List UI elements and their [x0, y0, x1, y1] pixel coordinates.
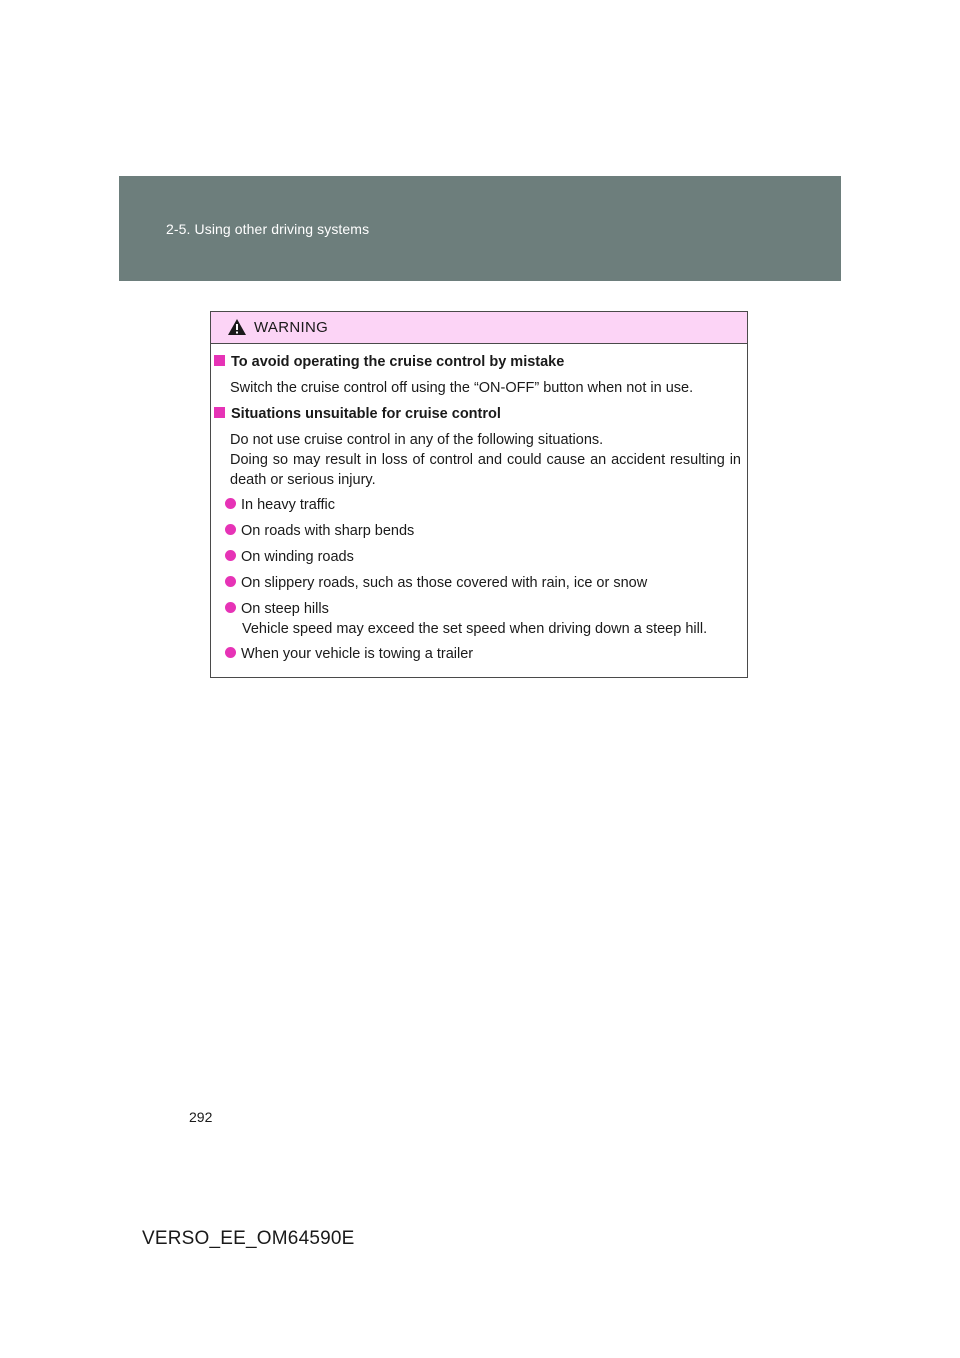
round-bullet-icon — [225, 550, 236, 561]
round-bullet-icon — [225, 498, 236, 509]
round-bullet-icon — [225, 647, 236, 658]
round-bullet-icon — [225, 524, 236, 535]
warning-header — [211, 312, 747, 344]
warning-item-text: Switch the cruise control off using the “ON-OFF” button when not in use. — [230, 380, 694, 396]
list-item: On winding roads — [225, 547, 741, 567]
list-item: On slippery roads, such as those covered with rain, ice or snow — [225, 573, 741, 593]
list-item: When your vehicle is towing a trailer — [225, 644, 741, 664]
document-code: VERSO_EE_OM64590E — [142, 1228, 355, 1249]
warning-body — [211, 344, 747, 677]
list-item-note: Vehicle speed may exceed the set speed when driving down a steep hill. — [242, 621, 708, 637]
warning-item-heading: To avoid operating the cruise control by mistake — [214, 352, 564, 372]
warning-triangle-icon — [227, 318, 247, 336]
list-item: In heavy traffic — [225, 495, 741, 515]
chapter-header-band — [119, 176, 841, 281]
round-bullet-icon — [225, 576, 236, 587]
page-number: 292 — [189, 1109, 213, 1125]
warning-box — [210, 311, 748, 678]
warning-item-heading: Situations unsuitable for cruise control — [214, 404, 501, 424]
section-title: 2-5. Using other driving systems — [166, 221, 370, 237]
list-item: On steep hills — [225, 599, 741, 619]
warning-item-text: Do not use cruise control in any of the following situations. — [230, 432, 604, 448]
round-bullet-icon — [225, 602, 236, 613]
square-bullet-icon — [214, 355, 225, 366]
square-bullet-icon — [214, 407, 225, 418]
list-item: On roads with sharp bends — [225, 521, 741, 541]
warning-title: WARNING — [254, 319, 329, 336]
warning-item-text: Doing so may result in loss of control and could cause an accident resulting in death or serious injury. — [230, 452, 741, 488]
